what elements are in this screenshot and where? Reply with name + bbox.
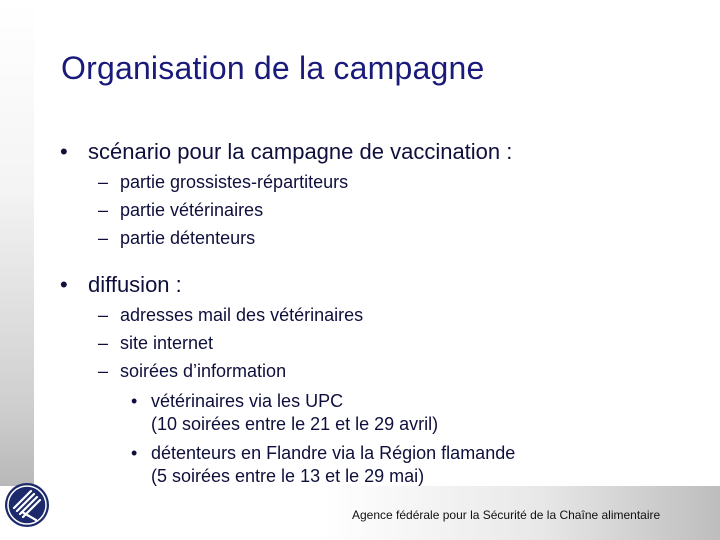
dash-mark: – [98,228,109,248]
sub-item-text: partie vétérinaires [120,200,264,220]
sub-item-text: soirées d’information [120,361,287,381]
subsub-item [131,443,515,464]
afsca-fork-logo-icon [4,482,50,528]
left-gradient-band [0,0,34,540]
sub-item [98,333,213,354]
bullet-scenario [60,139,512,165]
bullet-mark: • [131,391,138,411]
dash-mark: – [98,333,109,353]
bullet-mark: • [60,139,68,164]
bullet-text: diffusion : [88,272,182,297]
footer-agency-text: Agence fédérale pour la Sécurité de la Chaîne alimentaire [352,508,661,522]
bullet-diffusion [60,272,182,298]
subsub-item [131,391,343,412]
bullet-mark: • [131,443,138,463]
bullet-mark: • [60,272,68,297]
subsub-item-continuation: (5 soirées entre le 13 et le 29 mai) [151,466,425,486]
sub-item [98,200,263,221]
subsub-item-continuation: (10 soirées entre le 21 et le 29 avril) [151,414,439,434]
slide-title: Organisation de la campagne [61,50,485,86]
sub-item [98,172,348,193]
sub-item [98,305,363,326]
dash-mark: – [98,361,109,381]
bullet-text: scénario pour la campagne de vaccination : [88,139,513,164]
sub-item [98,361,286,382]
dash-mark: – [98,172,109,192]
subsub-item-text: vétérinaires via les UPC [151,391,344,411]
sub-item-text: adresses mail des vétérinaires [120,305,364,325]
sub-item [98,228,255,249]
dash-mark: – [98,305,109,325]
sub-item-text: partie détenteurs [120,228,256,248]
sub-item-text: partie grossistes-répartiteurs [120,172,349,192]
subsub-item-text: détenteurs en Flandre via la Région flamande [151,443,516,463]
dash-mark: – [98,200,109,220]
sub-item-text: site internet [120,333,214,353]
